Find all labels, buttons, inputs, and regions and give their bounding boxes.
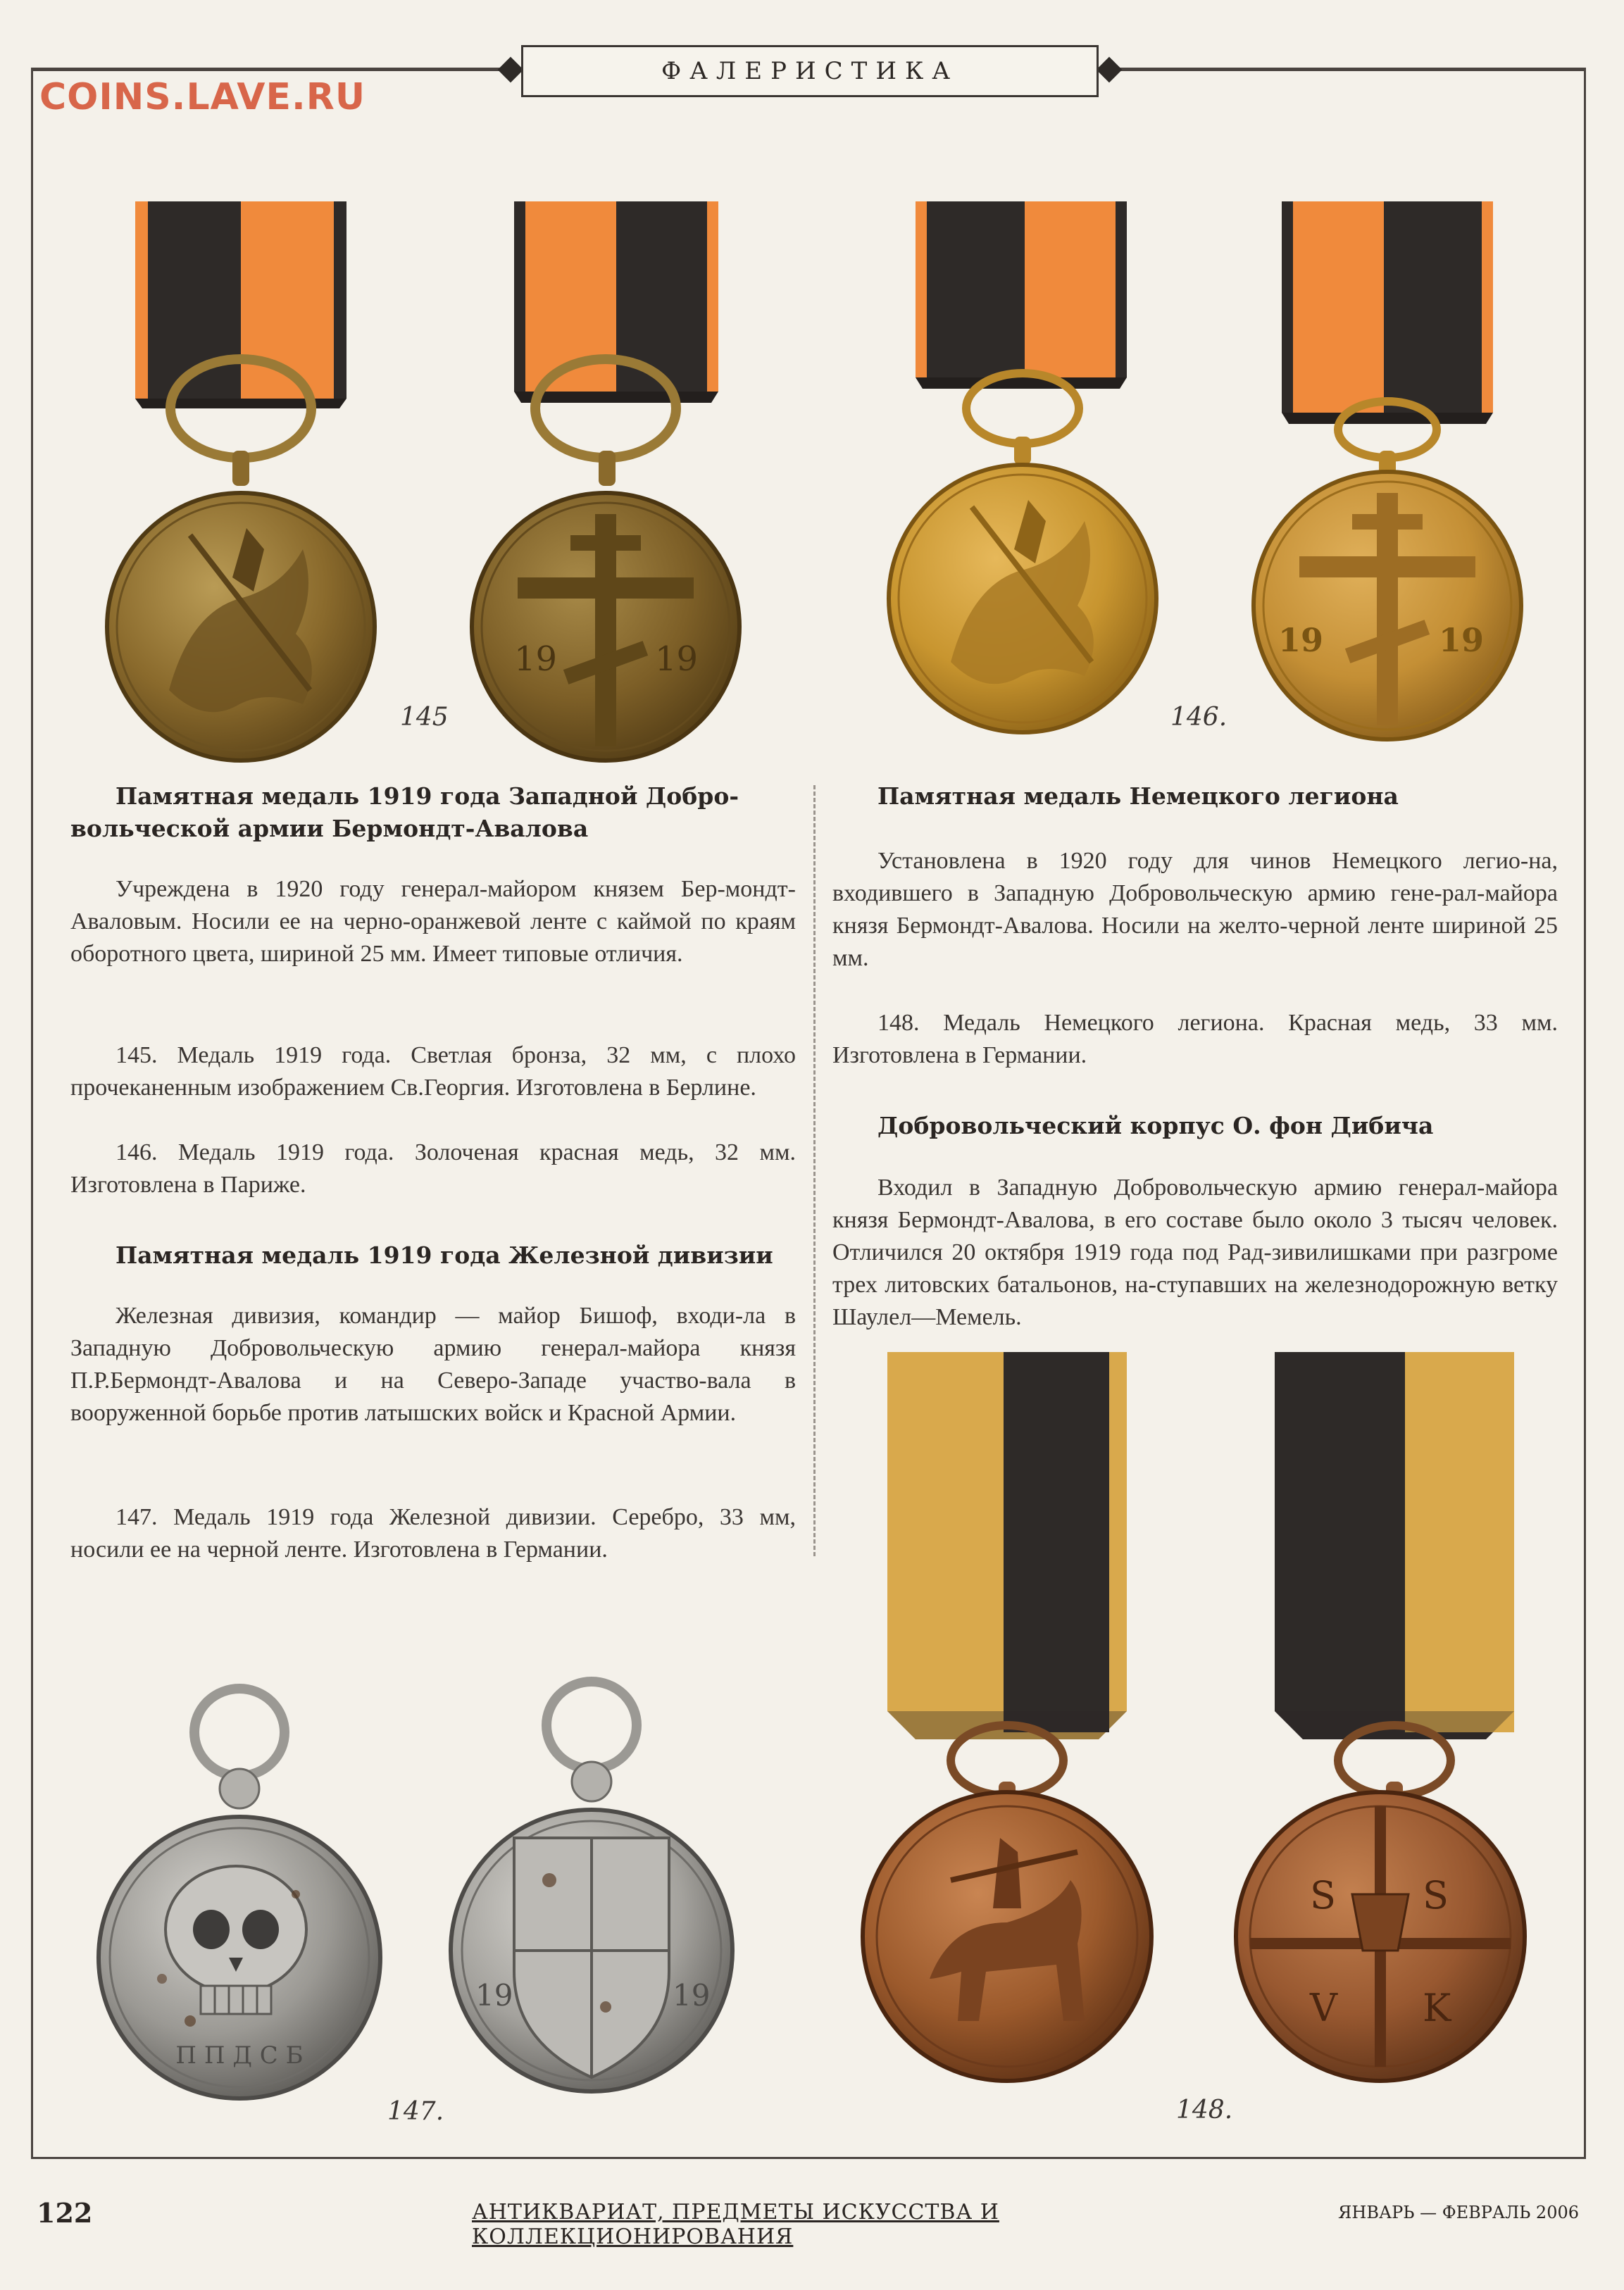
figure-148-label: 148. <box>1176 2096 1233 2125</box>
medal-146-year-left: 19 <box>1278 621 1324 659</box>
heading-dibich-corps: Добровольческий корпус О. фон Дибича <box>877 1112 1434 1139</box>
para-medal-146: 146. Медаль 1919 года. Золоченая красная медь, 32 мм. Изготовлена в Париже. <box>70 1139 796 1198</box>
medal-147-obverse <box>85 1683 394 2120</box>
para-dibich-corps: Входил в Западную Добровольческую армию генерал-майора князя Бермондт-Авалова, в его составе было около 3 тысяч человек. Отличился 20 октября 1919 года под Рад-зивилишками при разгроме трех литовских батальонов, на-ступавших на железнодорожную ветку Шаулел—Мемель. <box>832 1175 1558 1330</box>
medal-148-letter-k: K <box>1423 1986 1451 2030</box>
medal-147-reverse <box>437 1676 747 2113</box>
heading-bermondt-medal: Памятная медаль 1919 года Западной Добро-вольческой армии Бермондт-Авалова <box>70 782 739 842</box>
medal-147-year-right: 19 <box>673 1978 711 2013</box>
figure-145-label: 145 <box>400 703 449 732</box>
medal-148-letter-s-left: S <box>1310 1873 1336 1917</box>
medal-145-year-left: 19 <box>514 639 558 679</box>
section-title: ФАЛЕРИСТИКА <box>521 45 1099 97</box>
medal-145-obverse <box>92 197 387 775</box>
para-german-legion: Установлена в 1920 году для чинов Немецкого легио-на, входившего в Западную Добровольческую армию гене-рал-майора князя Бермондт-Авалова. Носили на желто-черной ленте шириной 25 мм. <box>832 848 1558 971</box>
para-medal-148: 148. Медаль Немецкого легиона. Красная медь, 33 мм. Изготовлена в Германии. <box>832 1010 1558 1068</box>
medal-146-obverse <box>873 197 1169 761</box>
heading-german-legion: Памятная медаль Немецкого легиона <box>877 782 1399 810</box>
para-iron-division: Железная дивизия, командир — майор Бишоф, входи-ла в Западную Добровольческую армию генерал-майора князя П.Р.Бермондт-Авалова и на Северо-Западе участво-вала в вооруженной борьбе против латышских войск и Красной Армии. <box>70 1303 796 1426</box>
medal-145-reverse <box>465 197 761 775</box>
journal-title: АНТИКВАРИАТ, ПРЕДМЕТЫ ИСКУССТВА И КОЛЛЕКЦИОНИРОВАНИЯ <box>472 2200 999 2249</box>
medal-148-letter-v: V <box>1310 1986 1337 2030</box>
header-rule-left <box>31 69 510 71</box>
medal-148-reverse <box>1218 1345 1542 2091</box>
heading-iron-division: Памятная медаль 1919 года Железной дивизии <box>115 1241 773 1269</box>
header-rule-right <box>1113 69 1586 71</box>
medal-146-reverse <box>1239 197 1535 761</box>
para-medal-145: 145. Медаль 1919 года. Светлая бронза, 32 мм, с плохо прочеканенным изображением Св.Георгия. Изготовлена в Берлине. <box>70 1042 796 1101</box>
para-established-1920: Учреждена в 1920 году генерал-майором князем Бер-мондт-Аваловым. Носили ее на черно-оранжевой ленте с каймой по краям оборотного цвета, шириной 25 мм. Имеет типовые отличия. <box>70 876 796 967</box>
medal-147-year-left: 19 <box>475 1978 513 2013</box>
figure-147-label: 147. <box>387 2097 444 2126</box>
column-divider <box>813 785 816 1556</box>
medal-148-letter-s-right: S <box>1423 1873 1449 1917</box>
watermark: COINS.LAVE.RU <box>39 76 366 118</box>
issue-date: ЯНВАРЬ — ФЕВРАЛЬ 2006 <box>1338 2203 1580 2222</box>
medal-147-ring-letters: П П Д С Б <box>175 2041 304 2070</box>
medal-148-obverse <box>845 1345 1169 2091</box>
para-medal-147: 147. Медаль 1919 года Железной дивизии. Серебро, 33 мм, носили ее на черной ленте. Изготовлена в Германии. <box>70 1504 796 1563</box>
figure-146-label: 146. <box>1170 703 1228 732</box>
page-number: 122 <box>37 2197 93 2229</box>
medal-145-year-right: 19 <box>655 639 699 679</box>
medal-146-year-right: 19 <box>1439 621 1485 659</box>
